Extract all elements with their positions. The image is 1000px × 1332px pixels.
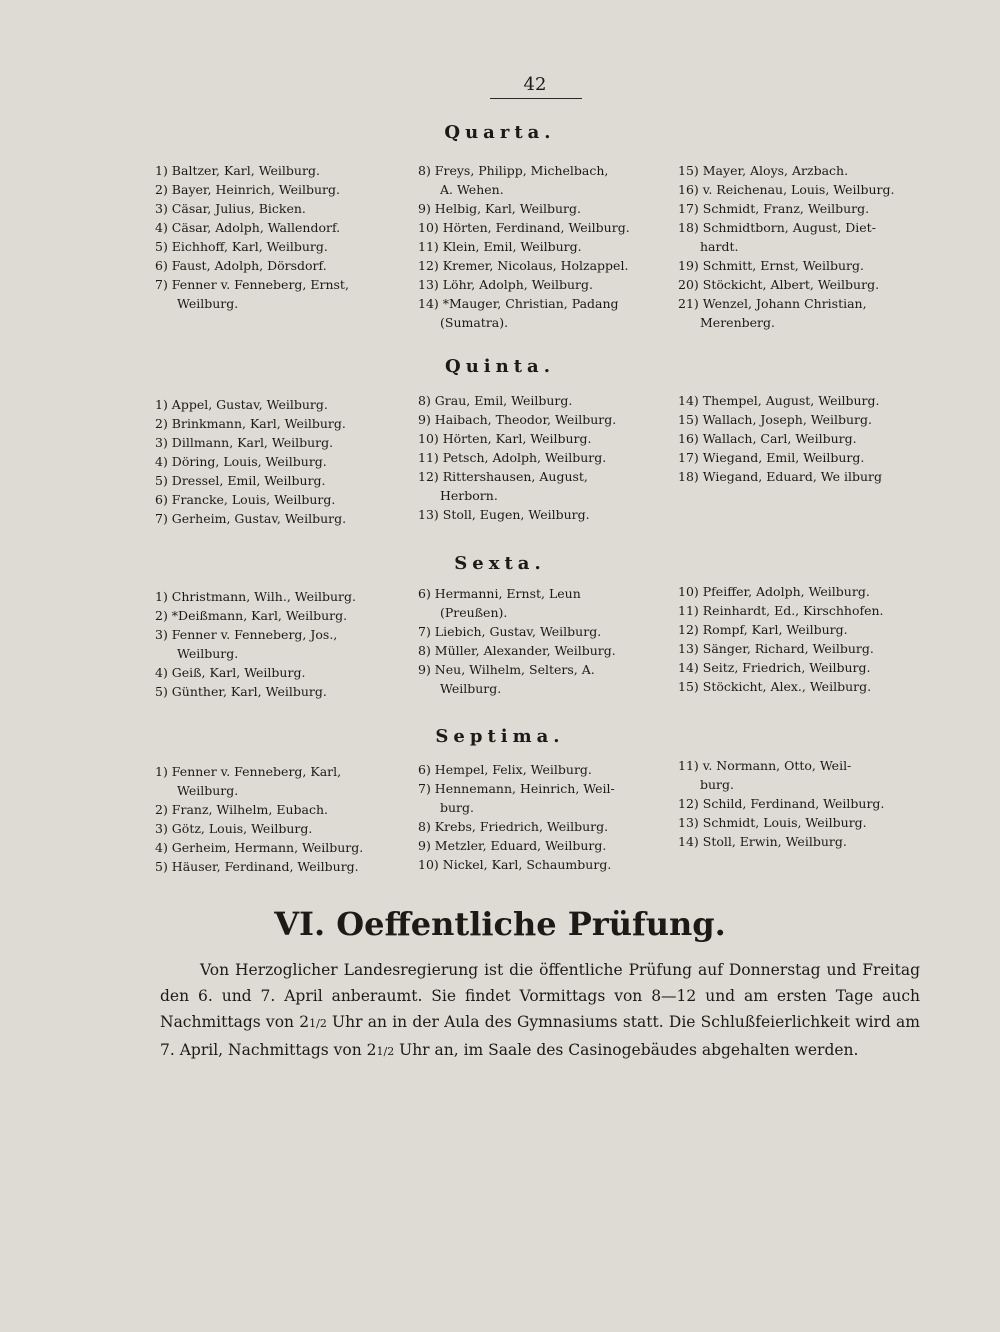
student-entry	[678, 294, 918, 332]
student-entry-continuation: Weilburg.	[440, 681, 502, 696]
student-entry	[155, 256, 405, 275]
heading-quinta: Quinta.	[445, 356, 555, 377]
student-entry	[678, 410, 918, 429]
student-name: 8) Freys, Philipp, Michelbach,	[418, 163, 609, 178]
student-name: 4) Döring, Louis, Weilburg.	[155, 454, 327, 469]
student-entry	[155, 509, 405, 528]
student-entry-continuation: burg.	[700, 777, 735, 792]
student-entry	[155, 161, 405, 180]
student-name: 7) Hennemann, Heinrich, Weil-	[418, 781, 615, 796]
student-name: 1) Appel, Gustav, Weilburg.	[155, 397, 328, 412]
student-entry	[678, 218, 918, 256]
student-entry	[418, 218, 668, 237]
section-title: VI. Oeffentliche Prüfung.	[274, 905, 726, 943]
fraction-half-2: 1/2	[376, 1045, 395, 1058]
student-entry	[418, 660, 668, 698]
student-entry-continuation: Merenberg.	[700, 315, 775, 330]
student-entry	[678, 677, 918, 696]
student-name: 1) Baltzer, Karl, Weilburg.	[155, 163, 320, 178]
sexta-column-2	[418, 584, 668, 698]
student-name: 6) Faust, Adolph, Dörsdorf.	[155, 258, 327, 273]
student-name: 16) Wallach, Carl, Weilburg.	[678, 431, 857, 446]
student-name: 19) Schmitt, Ernst, Weilburg.	[678, 258, 864, 273]
sexta-column-1	[155, 587, 405, 701]
student-name: 3) Dillmann, Karl, Weilburg.	[155, 435, 334, 450]
student-entry	[155, 838, 405, 857]
quarta-column-1	[155, 161, 405, 313]
student-name: 18) Schmidtborn, August, Diet-	[678, 220, 876, 235]
paragraph-part-3: Uhr an, im Saale des Casinogebäudes abgehalten werden.	[394, 1041, 859, 1059]
student-entry	[678, 161, 918, 180]
student-entry	[155, 857, 405, 876]
student-entry	[418, 410, 668, 429]
student-name: 11) Klein, Emil, Weilburg.	[418, 239, 582, 254]
student-name: 21) Wenzel, Johann Christian,	[678, 296, 867, 311]
student-entry	[155, 218, 405, 237]
student-entry	[418, 505, 668, 524]
student-name: 2) *Deißmann, Karl, Weilburg.	[155, 608, 348, 623]
student-entry	[418, 855, 668, 874]
student-entry	[678, 199, 918, 218]
student-name: 8) Grau, Emil, Weilburg.	[418, 393, 573, 408]
student-name: 14) *Mauger, Christian, Padang	[418, 296, 619, 311]
student-entry	[155, 682, 405, 701]
student-entry	[155, 452, 405, 471]
student-entry	[155, 199, 405, 218]
student-name: 10) Hörten, Karl, Weilburg.	[418, 431, 592, 446]
student-entry	[155, 587, 405, 606]
student-entry	[678, 429, 918, 448]
student-name: 7) Fenner v. Fenneberg, Ernst,	[155, 277, 349, 292]
student-entry-continuation: Weilburg.	[177, 646, 239, 661]
page-number: 42	[523, 74, 547, 95]
student-entry	[418, 391, 668, 410]
student-name: 12) Schild, Ferdinand, Weilburg.	[678, 796, 885, 811]
student-entry-continuation: (Sumatra).	[440, 315, 509, 330]
student-entry	[155, 800, 405, 819]
student-name: 4) Geiß, Karl, Weilburg.	[155, 665, 306, 680]
student-name: 9) Haibach, Theodor, Weilburg.	[418, 412, 617, 427]
student-entry-continuation: Weilburg.	[177, 296, 239, 311]
quarta-column-3	[678, 161, 918, 332]
student-entry	[418, 641, 668, 660]
student-name: 10) Hörten, Ferdinand, Weilburg.	[418, 220, 630, 235]
page-number-rule	[490, 98, 582, 99]
heading-quarta: Quarta.	[444, 122, 556, 143]
student-entry	[418, 622, 668, 641]
student-name: 7) Liebich, Gustav, Weilburg.	[418, 624, 602, 639]
student-name: 17) Schmidt, Franz, Weilburg.	[678, 201, 870, 216]
student-name: 4) Cäsar, Adolph, Wallendorf.	[155, 220, 341, 235]
student-entry	[418, 294, 668, 332]
student-entry	[418, 275, 668, 294]
student-entry	[678, 756, 918, 794]
student-entry	[418, 467, 668, 505]
student-name: 13) Sänger, Richard, Weilburg.	[678, 641, 874, 656]
student-entry	[155, 606, 405, 625]
student-name: 5) Häuser, Ferdinand, Weilburg.	[155, 859, 359, 874]
quinta-column-1	[155, 395, 405, 528]
section-paragraph	[160, 957, 920, 1065]
student-entry	[678, 832, 918, 851]
student-entry	[678, 601, 918, 620]
student-entry	[418, 779, 668, 817]
student-entry	[678, 275, 918, 294]
septima-column-3	[678, 756, 918, 851]
student-name: 10) Nickel, Karl, Schaumburg.	[418, 857, 612, 872]
student-name: 15) Mayer, Aloys, Arzbach.	[678, 163, 849, 178]
student-entry-continuation: hardt.	[700, 239, 739, 254]
student-entry	[678, 582, 918, 601]
student-entry	[418, 237, 668, 256]
student-entry	[678, 467, 918, 486]
student-entry-continuation: A. Wehen.	[440, 182, 504, 197]
student-entry	[155, 414, 405, 433]
student-entry	[155, 275, 405, 313]
student-entry	[155, 433, 405, 452]
student-entry	[678, 448, 918, 467]
student-name: 5) Eichhoff, Karl, Weilburg.	[155, 239, 328, 254]
student-entry	[155, 490, 405, 509]
student-name: 6) Hermanni, Ernst, Leun	[418, 586, 581, 601]
student-name: 3) Fenner v. Fenneberg, Jos.,	[155, 627, 338, 642]
student-name: 2) Franz, Wilhelm, Eubach.	[155, 802, 329, 817]
student-entry	[678, 794, 918, 813]
student-name: 11) Petsch, Adolph, Weilburg.	[418, 450, 607, 465]
student-name: 15) Wallach, Joseph, Weilburg.	[678, 412, 872, 427]
student-entry	[155, 625, 405, 663]
student-entry	[678, 391, 918, 410]
student-entry	[155, 237, 405, 256]
student-name: 12) Kremer, Nicolaus, Holzappel.	[418, 258, 629, 273]
student-name: 7) Gerheim, Gustav, Weilburg.	[155, 511, 347, 526]
student-name: 18) Wiegand, Eduard, We ilburg	[678, 469, 883, 484]
student-entry	[418, 161, 668, 199]
sexta-column-3	[678, 582, 918, 696]
student-name: 13) Löhr, Adolph, Weilburg.	[418, 277, 593, 292]
student-entry	[418, 199, 668, 218]
student-name: 13) Stoll, Eugen, Weilburg.	[418, 507, 590, 522]
student-entry	[418, 256, 668, 275]
student-entry	[678, 813, 918, 832]
student-entry	[418, 429, 668, 448]
student-name: 14) Stoll, Erwin, Weilburg.	[678, 834, 847, 849]
student-name: 17) Wiegand, Emil, Weilburg.	[678, 450, 865, 465]
student-name: 20) Stöckicht, Albert, Weilburg.	[678, 277, 880, 292]
student-entry-continuation: Herborn.	[440, 488, 498, 503]
student-name: 12) Rittershausen, August,	[418, 469, 588, 484]
septima-column-2	[418, 760, 668, 874]
student-name: 12) Rompf, Karl, Weilburg.	[678, 622, 848, 637]
student-name: 6) Hempel, Felix, Weilburg.	[418, 762, 592, 777]
student-entry	[418, 584, 668, 622]
student-name: 14) Thempel, August, Weilburg.	[678, 393, 880, 408]
student-entry	[155, 395, 405, 414]
student-entry	[155, 819, 405, 838]
student-name: 10) Pfeiffer, Adolph, Weilburg.	[678, 584, 870, 599]
student-entry-continuation: Weilburg.	[177, 783, 239, 798]
student-name: 1) Fenner v. Fenneberg, Karl,	[155, 764, 342, 779]
student-entry-continuation: (Preußen).	[440, 605, 508, 620]
student-entry	[155, 663, 405, 682]
student-name: 2) Brinkmann, Karl, Weilburg.	[155, 416, 346, 431]
student-entry	[418, 817, 668, 836]
student-entry	[418, 836, 668, 855]
student-name: 9) Metzler, Eduard, Weilburg.	[418, 838, 607, 853]
paragraph-part-2: Uhr an in der Aula des Gymnasiums statt. Die Schlußfeierlichkeit wird am 7. April, Nachmittags von 2	[160, 1013, 921, 1059]
student-name: 8) Krebs, Friedrich, Weilburg.	[418, 819, 609, 834]
student-name: 5) Günther, Karl, Weilburg.	[155, 684, 327, 699]
student-name: 4) Gerheim, Hermann, Weilburg.	[155, 840, 364, 855]
septima-column-1	[155, 762, 405, 876]
student-name: 3) Götz, Louis, Weilburg.	[155, 821, 313, 836]
student-entry	[155, 180, 405, 199]
student-name: 6) Francke, Louis, Weilburg.	[155, 492, 336, 507]
student-name: 8) Müller, Alexander, Weilburg.	[418, 643, 616, 658]
student-name: 16) v. Reichenau, Louis, Weilburg.	[678, 182, 895, 197]
fraction-half-1: 1/2	[309, 1017, 327, 1030]
student-entry	[418, 760, 668, 779]
paragraph-part-1: Von Herzoglicher Landesregierung ist die öffentliche Prüfung auf Donnerstag und Freitag den 6. und 7. April anberaumt. Sie findet Vormittags von 8—12 und am ersten Tage auch Nachmittags von 2	[160, 961, 920, 1031]
student-name: 1) Christmann, Wilh., Weilburg.	[155, 589, 357, 604]
heading-septima: Septima.	[435, 726, 565, 747]
student-name: 14) Seitz, Friedrich, Weilburg.	[678, 660, 871, 675]
student-name: 11) Reinhardt, Ed., Kirschhofen.	[678, 603, 884, 618]
student-entry	[678, 180, 918, 199]
quinta-column-3	[678, 391, 918, 486]
student-entry	[678, 639, 918, 658]
student-name: 9) Neu, Wilhelm, Selters, A.	[418, 662, 595, 677]
student-name: 5) Dressel, Emil, Weilburg.	[155, 473, 326, 488]
student-name: 2) Bayer, Heinrich, Weilburg.	[155, 182, 340, 197]
student-name: 15) Stöckicht, Alex., Weilburg.	[678, 679, 872, 694]
student-entry	[418, 448, 668, 467]
student-entry	[678, 658, 918, 677]
student-name: 9) Helbig, Karl, Weilburg.	[418, 201, 581, 216]
quarta-column-2	[418, 161, 668, 332]
student-entry	[155, 471, 405, 490]
student-name: 11) v. Normann, Otto, Weil-	[678, 758, 852, 773]
quinta-column-2	[418, 391, 668, 524]
student-name: 3) Cäsar, Julius, Bicken.	[155, 201, 306, 216]
student-name: 13) Schmidt, Louis, Weilburg.	[678, 815, 867, 830]
student-entry-continuation: burg.	[440, 800, 475, 815]
student-entry	[678, 256, 918, 275]
heading-sexta: Sexta.	[454, 553, 546, 574]
student-entry	[678, 620, 918, 639]
student-entry	[155, 762, 405, 800]
